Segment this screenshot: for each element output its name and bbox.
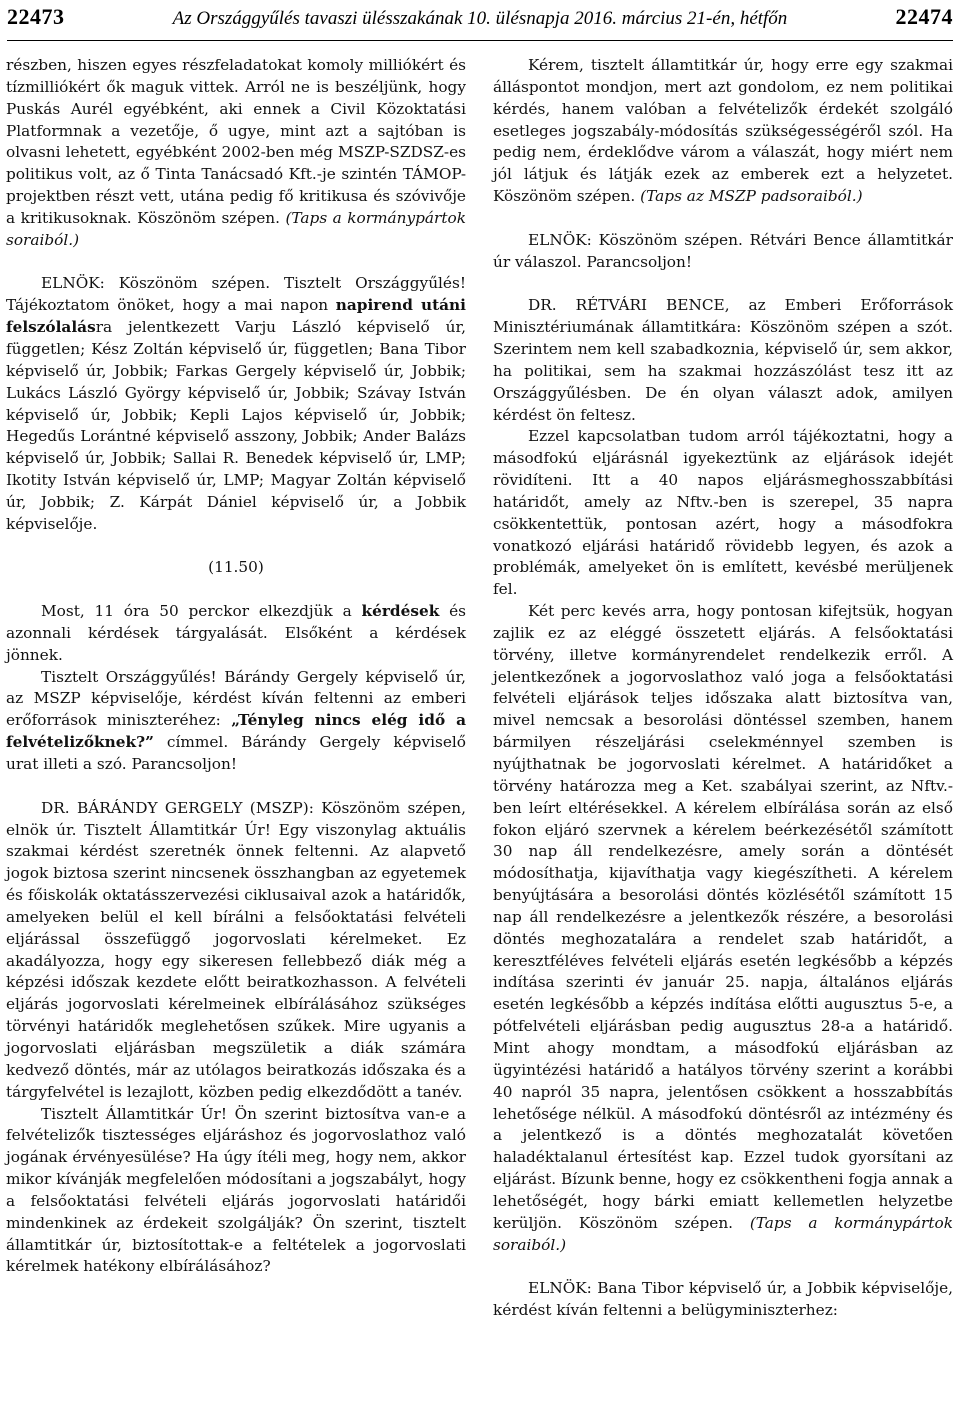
paragraph: Két perc kevés arra, hogy pontosan kifejtsük, hogyan zajlik ez az eléggé összetett eljárás. A felsőoktatási törvény, illetve kormányrendelet rendelkezik erről. A jelentkezőnek a jogorvoslathoz való joga a felsőoktatási felvételi eljárások teljes időszaka alatt biztosítva van, mivel nemcsak a besorolási döntéssel szemben, hanem bármilyen részeljárási cselekménnyel szemben is nyújthatnak be jogorvoslati kérelmet. A határidőket a törvény határozza meg a Ket. szabályai szerint, az Nftv.-ben leírt eltérésekkel. A kérelem elbírálása során az első fokon eljáró szervnek a kérelem beérkezésétől számított 30 nap áll rendelkezésre, amely során a döntését módosíthatja, kijavíthatja vagy kiegészítheti. A kérelem benyújtására a besorolási döntés közlésétől számított 15 nap áll rendelkezésre a jelentkezők részére, a besorolási döntés meghozatalára a rendelet szab határidőt, a keresztféléves felvételi eljárás esetén legkésőbb a képzés indítása szerinti év január 25. napja, általános eljárás esetén legkésőbb a képzés indítása előtti augusztus 5-e, a pótfelvételi eljárásban pedig augusztus 28-a a határidő. Mint ahogy mondtam, a másodfokú eljárásban az ügyintézési határidő a hatályos törvény szerint a korábbi 40 napról 35 napra, jelentősen csökkent a hosszabbítás lehetősége nélkül. A másodfokú döntésről az intézmény és a jelentkező is a döntés meghozatalát követően haladéktalanul értesítést kap. Ezzel tudok gyorsítani az eljárást. Bízunk benne, hogy ez csökkentheni fogja annak a lehetőségét, hogy bárki emiatt kellemetlen helyzetbe kerüljön. Köszönöm szépen. (Taps a kormánypártok soraiból.) <box>493 602 953 1254</box>
right-column <box>493 55 953 1322</box>
question-title: „Tényleg nincs elég idő a felvételizőknek?” <box>6 711 466 752</box>
applause-note: (Taps a kormánypártok soraiból.) <box>6 208 466 249</box>
paragraph: Tisztelt Országgyűlés! Bárándy Gergely képviselő úr, az MSZP képviselője, kérdést kíván feltenni az emberi erőforrások miniszteréhez: „Tényleg nincs elég idő a felvételizőknek?” címmel. Bárándy Gergely képviselő urat illeti a szó. Parancsoljon! <box>6 667 466 773</box>
paragraph: Kérem, tisztelt államtitkár úr, hogy erre egy szakmai álláspontot mondjon, mert azt gondolom, ez nem politikai kérdés, hanem valóban a felvételizők érdekét szolgáló esetleges jogszabály-módosítás szükségességéről szól. Ha pedig nem, érdeklődve várom a válaszát, hogy miért nem jól látjuk és látják ezek az emberek ezt a helyzetet. Köszönöm szépen. (Taps az MSZP padsoraiból.) <box>493 56 953 206</box>
time-marker: (11.50) <box>208 558 264 577</box>
applause-note: (Taps a kormánypártok soraiból.) <box>493 1213 953 1254</box>
paragraph: részben, hiszen egyes részfeladatokat komoly milliókért és tízmilliókért ők maguk vittek. Arról ne is beszéljünk, hogy Puskás Aurél egyébként, aki ennek a Civil Közoktatási Platformnak a vezetője, ő ugye, mint azt a sajtóban is olvasni lehetett, egyébként 2002-ben még MSZP-SZDSZ-es politikus volt, az ő Tinta Tanácsadó Kft.-je szintén TÁMOP-projektben részt vett, utána pedig fő kritikusa és szóvivője a kritikusoknak. Köszönöm szépen. (Taps a kormánypártok soraiból.) <box>6 56 466 249</box>
paragraph: Ezzel kapcsolatban tudom arról tájékoztatni, hogy a másodfokú eljárásnál igyekeztünk az eljárások idejét rövidíteni. Itt a 40 napos eljárásmeghosszabbítási határidőt, amely az Nftv.-ben is szerepel, 35 napra csökkentettük, pontosan azért, hogy a másodfokra vonatkozó eljárási határidő rövidebb legyen, és azok a problémák, amelyeket ön is említett, kevésbé merüljenek fel. <box>493 427 953 599</box>
page-number-right: 22474 <box>895 4 953 29</box>
paragraph: ELNÖK: Köszönöm szépen. Tisztelt Országgyűlés! Tájékoztatom önöket, hogy a mai napon napirend utáni felszólalásra jelentkezett Varju László képviselő úr, független; Kész Zoltán képviselő úr, független; Bana Tibor képviselő úr, Jobbik; Farkas Gergely képviselő úr, Jobbik; Lukács László György képviselő úr, Jobbik; Szávay István képviselő úr, Jobbik; Kepli Lajos képviselő úr, Jobbik; Hegedűs Lorántné képviselő asszony, Jobbik; Ander Balázs képviselő úr, Jobbik; Sallai R. Benedek képviselő úr, LMP; Ikotity István képviselő úr, LMP; Magyar Zoltán képviselő úr, Jobbik; Z. Kárpát Dániel képviselő úr, a Jobbik képviselője. <box>6 274 466 533</box>
page-number-left: 22473 <box>7 4 65 29</box>
paragraph: ELNÖK: Bana Tibor képviselő úr, a Jobbik képviselője, kérdést kíván feltenni a belügyminiszterhez: <box>493 1279 953 1320</box>
paragraph: DR. BÁRÁNDY GERGELY (MSZP): Köszönöm szépen, elnök úr. Tisztelt Államtitkár Úr! Egy viszonylag aktuális szakmai kérdést szeretnék önnek feltenni. Az alapvető jogok biztosa szerint nincsenek összhangban az egyetemek és főiskolák oktatásszervezési ciklusaival azok a határidők, amelyeken belül el kell bírálni a felsőoktatási felvételi eljárással összefüggő jogorvoslati kérelmeket. Ez akadályozza, hogy egy sikeresen fellebbező diák még a képzési időszak kezdete előtt beiratkozhasson. A felvételi eljárás jogorvoslati kérelmeinek elbírálásához szükséges törvényi határidők meglehetősen szűkek. Mire ugyanis a jogorvoslati eljárásban megszületik a diák számára kedvező döntés, már az utólagos beiratkozás időszaka és a tárgyfelvétel is lezajlott, közben pedig elkezdődött a tanév. <box>6 798 466 1101</box>
paragraph: ELNÖK: Köszönöm szépen. Rétvári Bence államtitkár úr válaszol. Parancsoljon! <box>493 230 953 271</box>
paragraph: Tisztelt Államtitkár Úr! Ön szerint biztosítva van-e a felvételizők tisztességes eljáráshoz és jogorvoslathoz való jogának érvényesülése? Ha úgy ítéli meg, hogy nem, akkor mikor kívánják megfelelően módosítani a jogszabályt, hogy a felsőoktatási felvételi eljárás jogorvoslati határidői mindenkinek az érdekeit szolgálják? Ön szerint, tisztelt államtitkár úr, biztosítottak-e a feltételek a jogorvoslati kérelmek hatékony elbírálásához? <box>6 1104 466 1276</box>
paragraph: DR. RÉTVÁRI BENCE, az Emberi Erőforrások Minisztériumának államtitkára: Köszönöm szépen a szót. Szerintem nem kell szabadkoznia, képviselő úr, sem akkor, ha politikai, sem ha szakmai hozzászólást tesz itt az Országgyűlésben. De én olyan választ adok, amilyen kérdést ön feltesz. <box>493 296 953 424</box>
running-title: Az Országgyűlés tavaszi ülésszakának 10. ülésnapja 2016. március 21-én, hétfőn <box>172 8 788 29</box>
bold-term: kérdések <box>361 602 440 621</box>
header-rule <box>7 40 953 41</box>
paragraph: Most, 11 óra 50 perckor elkezdjük a kérdések és azonnali kérdések tárgyalását. Elsőként a kérdések jönnek. <box>6 602 466 664</box>
applause-note: (Taps az MSZP padsoraiból.) <box>640 187 863 206</box>
bold-term: napirend utáni felszólalás <box>6 296 466 337</box>
left-column <box>6 55 466 1278</box>
page-header <box>7 4 953 34</box>
